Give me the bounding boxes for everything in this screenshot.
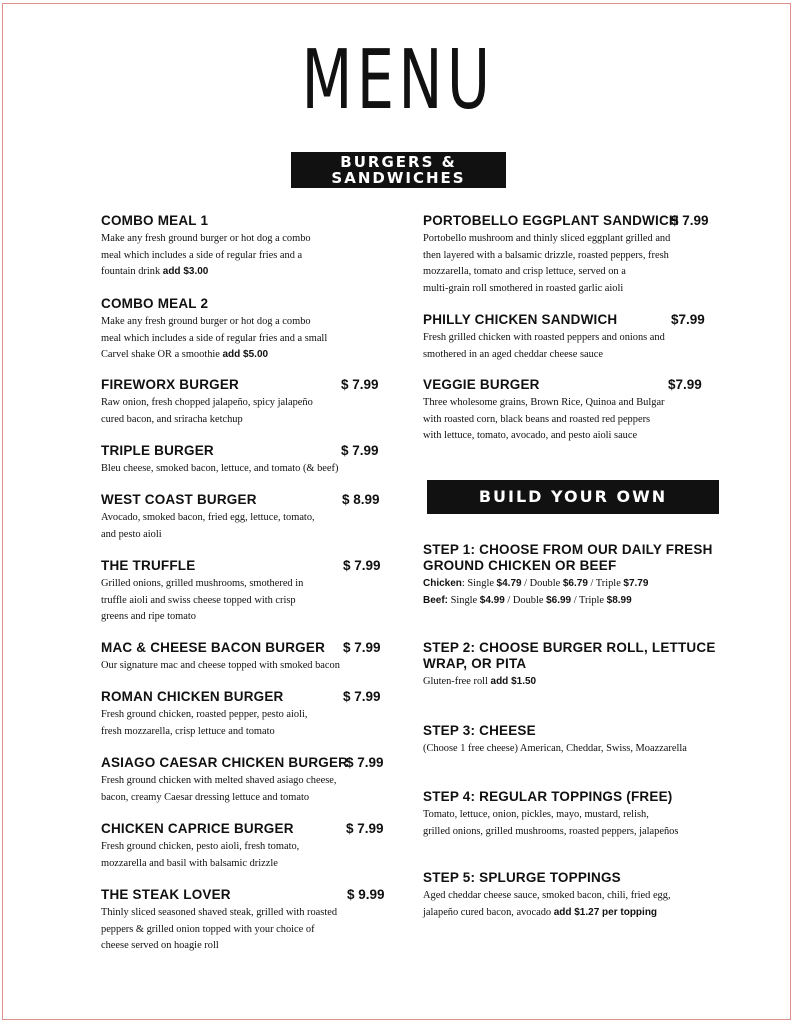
menu-item-asiago-caesar-chicken-burger	[101, 755, 383, 806]
desc-line: grilled onions, grilled mushrooms, roasted peppers, jalapeños	[423, 825, 679, 837]
section-banner-burgers-sandwiches	[307, 152, 490, 188]
step-description	[423, 674, 716, 691]
desc-line: Tomato, lettuce, onion, pickles, mayo, mustard, relish,	[423, 809, 649, 820]
desc-line: meal which includes a side of regular fries and a small	[101, 332, 328, 344]
desc-line: Carvel shake OR a smoothie add $5.00	[101, 349, 269, 360]
item-description	[101, 839, 383, 872]
item-description	[101, 231, 311, 281]
menu-item-the-truffle	[101, 558, 381, 626]
desc-line: Fresh ground chicken, roasted pepper, pesto aioli,	[101, 709, 308, 720]
desc-line: Make any fresh ground burger or hot dog a combo	[101, 316, 311, 327]
item-price: $ 7.99	[671, 213, 709, 228]
desc-line: then layered with a balsamic drizzle, roasted peppers, fresh	[423, 249, 669, 261]
item-description	[101, 395, 377, 428]
desc-line: Raw onion, fresh chopped jalapeño, spicy jalapeño	[101, 397, 313, 408]
desc-line: jalapeño cured bacon, avocado add $1.27 per topping	[423, 906, 658, 918]
step-title-line: STEP 2: CHOOSE BURGER ROLL, LETTUCE	[423, 640, 716, 655]
item-description	[423, 231, 713, 297]
build-step-2	[423, 640, 716, 691]
section-banner-line-1: BURGERS &	[340, 153, 457, 171]
step-description	[423, 741, 687, 758]
menu-item-combo-meal-2	[101, 296, 327, 364]
item-price: $ 7.99	[343, 640, 381, 655]
desc-line: Aged cheddar cheese sauce, smoked bacon, chili, fried egg,	[423, 890, 671, 901]
item-price: $ 7.99	[346, 821, 384, 836]
item-price: $ 7.99	[341, 377, 379, 392]
step-title	[423, 789, 678, 805]
item-name: TRIPLE BURGER	[101, 443, 214, 458]
item-description	[101, 773, 383, 806]
item-description	[101, 461, 377, 478]
item-name: COMBO MEAL 2	[101, 296, 209, 311]
step-description	[423, 807, 678, 840]
item-name: FIREWORX BURGER	[101, 377, 239, 392]
step-title-line: WRAP, OR PITA	[423, 656, 527, 671]
item-name: VEGGIE BURGER	[423, 377, 540, 392]
item-price: $ 7.99	[346, 755, 384, 770]
desc-line: fountain drink add $3.00	[101, 266, 209, 277]
desc-line: (Choose 1 free cheese) American, Cheddar, Swiss, Moazzarella	[423, 743, 687, 754]
desc-line: with roasted corn, black beans and roasted red peppers	[423, 413, 651, 425]
desc-line: Avocado, smoked bacon, fried egg, lettuce, tomato,	[101, 512, 315, 523]
desc-line: Portobello mushroom and thinly sliced eggplant grilled and	[423, 233, 671, 244]
menu-item-fireworx-burger	[101, 377, 377, 428]
desc-line: mozzarella, tomato and crisp lettuce, served on a	[423, 266, 626, 277]
step-description	[423, 576, 713, 609]
item-name: ROMAN CHICKEN BURGER	[101, 689, 284, 704]
item-name: CHICKEN CAPRICE BURGER	[101, 821, 294, 836]
item-price: $ 8.99	[342, 492, 380, 507]
desc-line: truffle aioli and swiss cheese topped with crisp	[101, 594, 296, 606]
item-description	[423, 330, 713, 363]
item-name: MAC & CHEESE BACON BURGER	[101, 640, 326, 655]
menu-item-chicken-caprice-burger	[101, 821, 383, 872]
menu-item-west-coast-burger	[101, 492, 380, 543]
menu-title: MENU	[301, 33, 495, 128]
step-title	[423, 723, 687, 739]
desc-line: Fresh ground chicken with melted shaved asiago cheese,	[101, 775, 337, 786]
step-title	[423, 640, 716, 672]
item-name: THE TRUFFLE	[101, 558, 196, 573]
item-price: $ 7.99	[343, 689, 381, 704]
desc-line: Grilled onions, grilled mushrooms, smothered in	[101, 578, 304, 589]
item-price: $ 7.99	[341, 443, 379, 458]
build-step-5	[423, 870, 671, 921]
desc-line: Make any fresh ground burger or hot dog a combo	[101, 233, 311, 244]
item-description	[101, 576, 377, 626]
item-name: PHILLY CHICKEN SANDWICH	[423, 312, 618, 327]
item-description	[101, 510, 377, 543]
section-banner-line-2: SANDWICHES	[331, 169, 466, 187]
desc-line: meal which includes a side of regular fries and a	[101, 249, 303, 261]
item-description	[101, 658, 381, 675]
chicken-prices: Chicken: Single $4.79 / Double $6.79 / Triple $7.79	[423, 578, 649, 589]
item-name: PORTOBELLO EGGPLANT SANDWICH	[423, 213, 679, 228]
desc-line: multi-grain roll smothered in roasted garlic aioli	[423, 282, 624, 294]
item-name: THE STEAK LOVER	[101, 887, 231, 902]
desc-line: peppers & grilled onion topped with your choice of	[101, 923, 315, 935]
add-price: add $5.00	[222, 349, 269, 360]
menu-item-the-steak-lover	[101, 887, 385, 955]
desc-line: Bleu cheese, smoked bacon, lettuce, and tomato (& beef)	[101, 463, 339, 474]
item-name: WEST COAST BURGER	[101, 492, 257, 507]
step-title-line: STEP 4: REGULAR TOPPINGS (FREE)	[423, 789, 673, 804]
desc-line: mozzarella and basil with balsamic drizzle	[101, 857, 278, 869]
desc-line: with lettuce, tomato, avocado, and pesto aioli sauce	[423, 430, 638, 441]
desc-line: and pesto aioli	[101, 528, 162, 540]
desc-line: Our signature mac and cheese topped with smoked bacon	[101, 660, 340, 671]
item-description	[423, 395, 713, 445]
step-description	[423, 888, 671, 921]
menu-item-portobello-eggplant-sandwich	[423, 213, 713, 297]
desc-line: Fresh grilled chicken with roasted peppers and onions and	[423, 332, 665, 343]
menu-item-triple-burger	[101, 443, 377, 478]
step-title-line: GROUND CHICKEN OR BEEF	[423, 558, 617, 573]
beef-prices: Beef: Single $4.99 / Double $6.99 / Triple $8.99	[423, 594, 632, 606]
desc-line: cured bacon, and sriracha ketchup	[101, 413, 243, 425]
step-title-line: STEP 5: SPLURGE TOPPINGS	[423, 870, 621, 885]
menu-item-mac-cheese-bacon-burger	[101, 640, 381, 675]
menu-item-philly-chicken-sandwich	[423, 312, 713, 363]
desc-line: Fresh ground chicken, pesto aioli, fresh tomato,	[101, 841, 300, 852]
build-step-1	[423, 542, 713, 609]
desc-line: Gluten-free roll add $1.50	[423, 676, 537, 687]
item-price: $7.99	[668, 377, 702, 392]
item-price: $ 9.99	[347, 887, 385, 902]
step-title-line: STEP 1: CHOOSE FROM OUR DAILY FRESH	[423, 542, 713, 557]
item-price: $7.99	[671, 312, 705, 327]
menu-item-combo-meal-1	[101, 213, 311, 281]
menu-item-roman-chicken-burger	[101, 689, 381, 740]
desc-line: smothered in an aged cheddar cheese sauce	[423, 348, 604, 360]
desc-line: bacon, creamy Caesar dressing lettuce and tomato	[101, 791, 310, 803]
desc-line: Thinly sliced seasoned shaved steak, grilled with roasted	[101, 907, 338, 918]
item-description	[101, 314, 327, 364]
menu-item-veggie-burger	[423, 377, 713, 445]
step-title	[423, 542, 713, 574]
item-description	[101, 707, 381, 740]
desc-line: cheese served on hoagie roll	[101, 940, 219, 951]
desc-line: fresh mozzarella, crisp lettuce and tomato	[101, 725, 275, 737]
build-step-3	[423, 723, 687, 758]
section-banner-build-your-own: BUILD YOUR OWN BURGER	[444, 480, 702, 514]
build-step-4	[423, 789, 678, 840]
step-title	[423, 870, 671, 886]
item-name: ASIAGO CAESAR CHICKEN BURGER	[101, 755, 349, 770]
desc-line: Three wholesome grains, Brown Rice, Quinoa and Bulgar	[423, 397, 665, 408]
item-name: COMBO MEAL 1	[101, 213, 209, 228]
add-price: add $3.00	[162, 266, 209, 277]
item-price: $ 7.99	[343, 558, 381, 573]
step-title-line: STEP 3: CHEESE	[423, 723, 536, 738]
desc-line: greens and ripe tomato	[101, 611, 196, 622]
item-description	[101, 905, 385, 955]
